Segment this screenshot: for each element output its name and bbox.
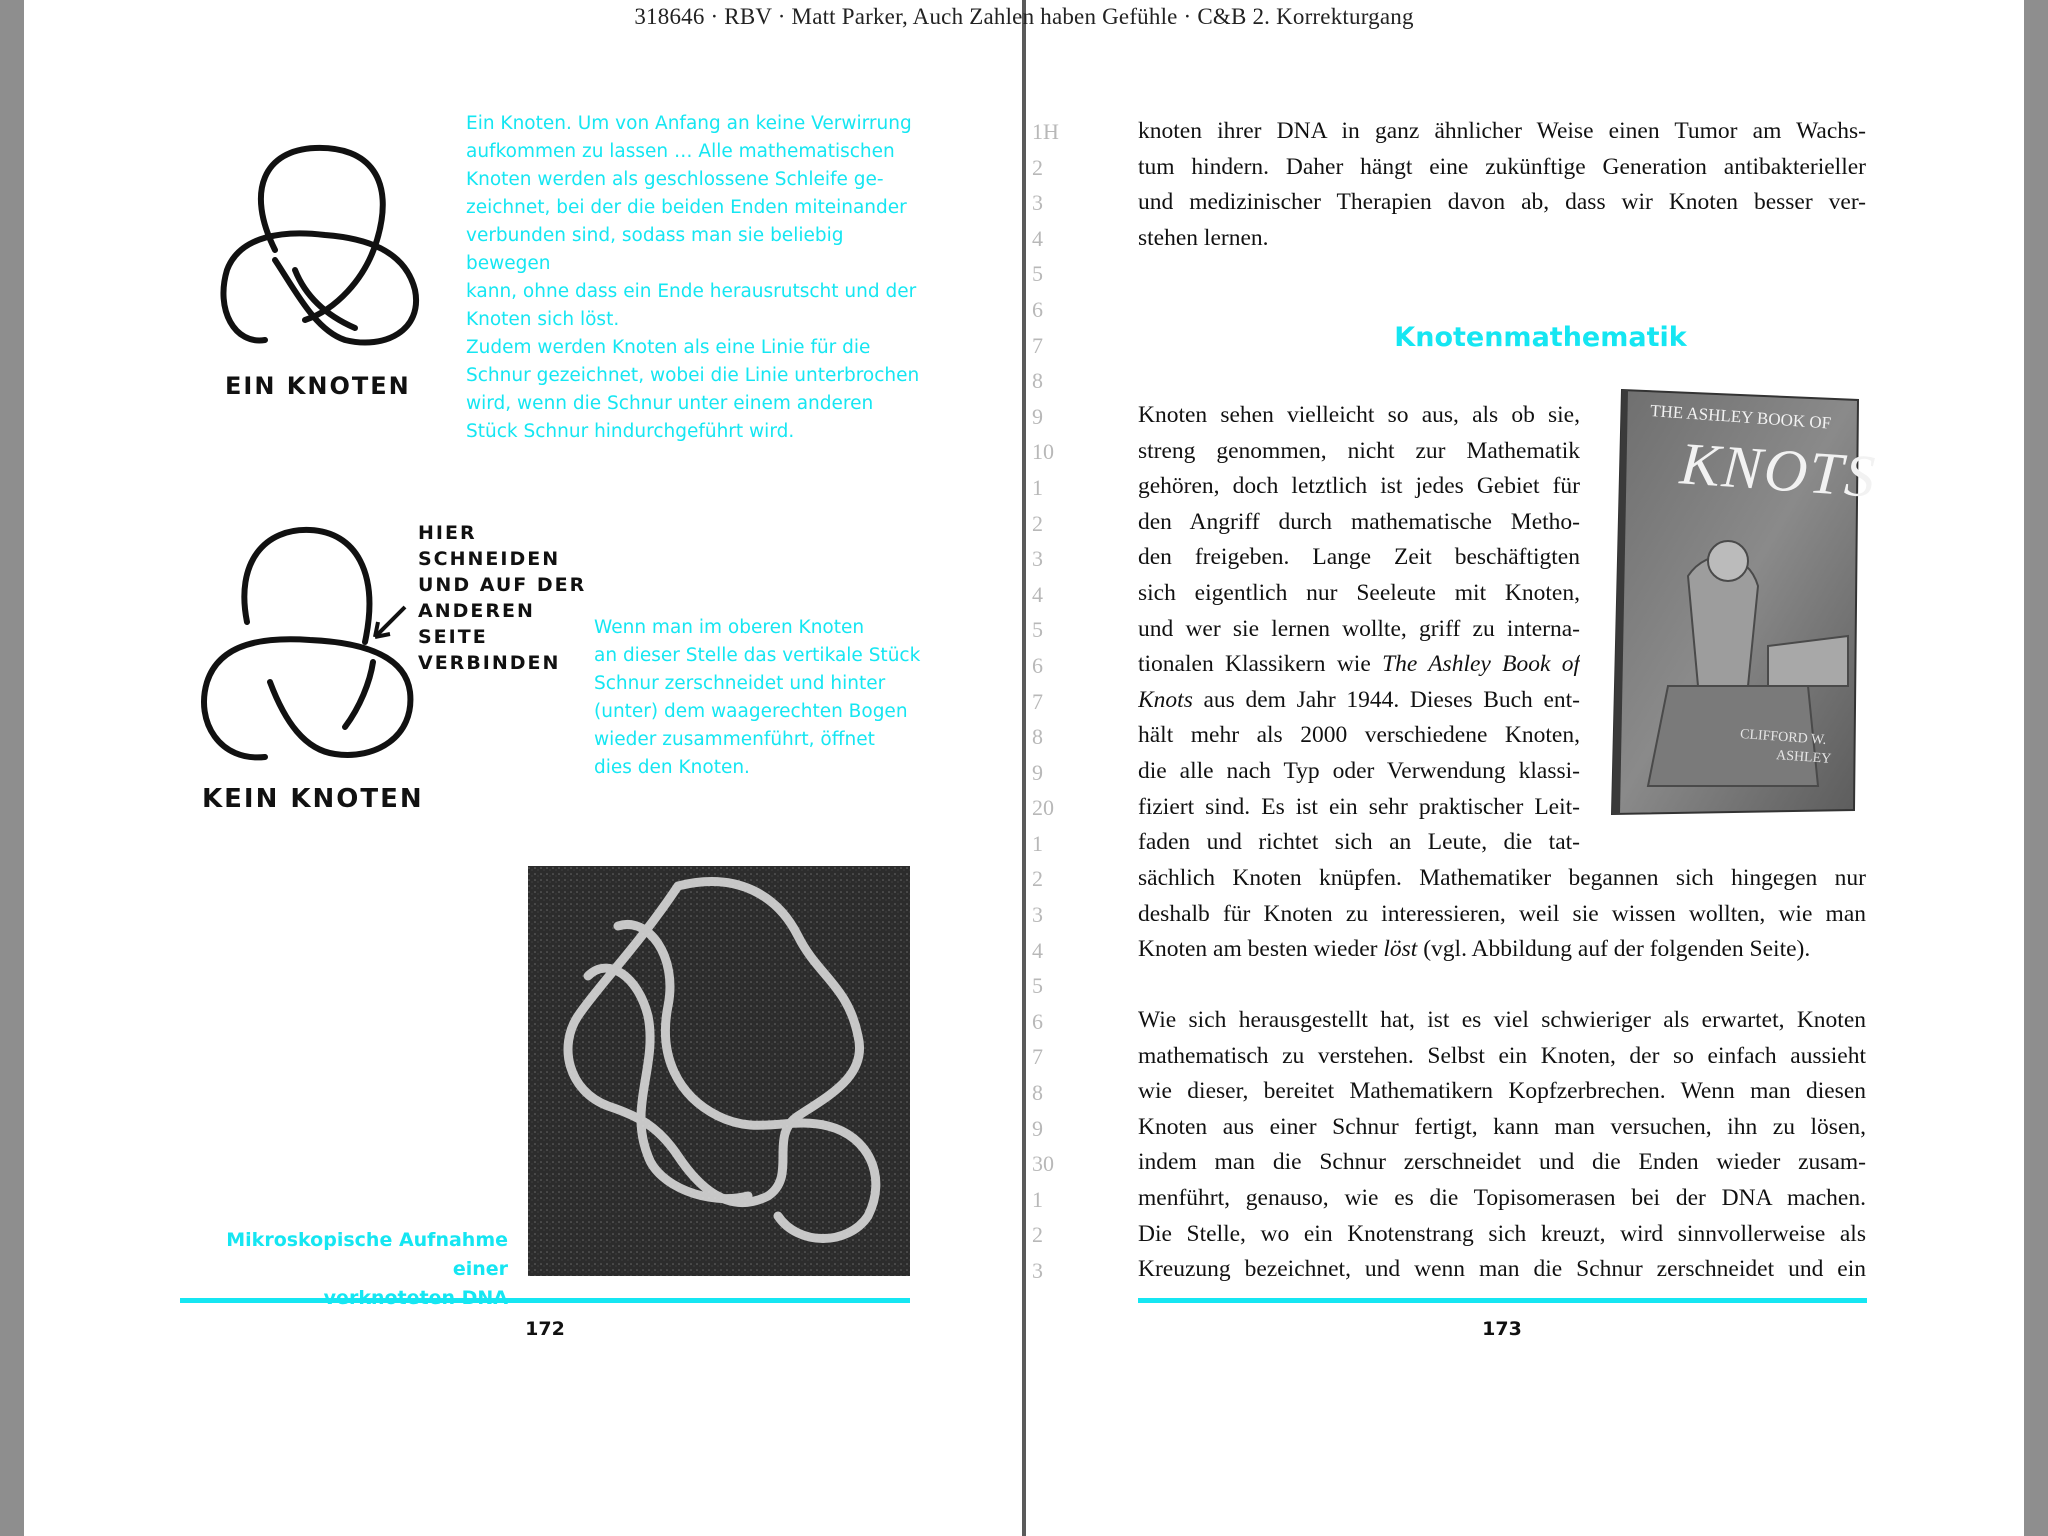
text-line: wie dieser, bereitet Mathematikern Kopfzerbrechen. Wenn man diesen bbox=[1138, 1078, 1866, 1105]
text-line: gehören, doch letztlich ist jedes Gebiet für bbox=[1138, 473, 1580, 500]
left-footer-rule bbox=[180, 1298, 910, 1303]
section-heading: Knotenmathematik bbox=[1394, 322, 1687, 353]
line-number: 6 bbox=[1032, 1008, 1043, 1034]
text-line: den freigeben. Lange Zeit beschäftigten bbox=[1138, 544, 1580, 571]
cut-label-line: SEITE bbox=[418, 626, 488, 648]
line-number: 4 bbox=[1032, 581, 1043, 607]
book-cover-author-line2: ASHLEY bbox=[1775, 748, 1832, 767]
trefoil-knot-drawing bbox=[205, 140, 435, 360]
cut-label-line: UND AUF DER bbox=[418, 574, 587, 596]
line-number: 5 bbox=[1032, 261, 1043, 287]
text-line: knoten ihrer DNA in ganz ähnlicher Weise einen Tumor am Wachs- bbox=[1138, 118, 1866, 144]
right-footer-rule bbox=[1138, 1298, 1867, 1303]
line-number: 1 bbox=[1032, 830, 1043, 856]
dna-caption: Mikroskopische Aufnahme einer bbox=[226, 1229, 508, 1280]
line-number: 3 bbox=[1032, 546, 1043, 572]
cut-label-line: HIER bbox=[418, 522, 477, 544]
line-number: 2 bbox=[1032, 510, 1043, 536]
ashley-book-cover-image bbox=[1608, 386, 1879, 816]
text-line: streng genommen, nicht zur Mathematik bbox=[1138, 437, 1580, 464]
right-page-number: 173 bbox=[1482, 1318, 1522, 1340]
text-fragment: Knoten am besten wieder bbox=[1138, 936, 1384, 963]
unknot-drawing bbox=[195, 522, 425, 772]
line-number: 9 bbox=[1032, 759, 1043, 785]
book-title-italic: The Ashley Book of bbox=[1382, 651, 1580, 678]
line-number: 30 bbox=[1032, 1151, 1054, 1177]
text-line: hält mehr als 2000 verschiedene Knoten, bbox=[1138, 722, 1580, 749]
line-number: 1 bbox=[1032, 1186, 1043, 1212]
text-line: Knoten sehen vielleicht so aus, als ob sie, bbox=[1138, 402, 1580, 428]
line-number: 8 bbox=[1032, 368, 1043, 394]
text-fragment: aus dem Jahr 1944. Dieses Buch ent- bbox=[1192, 686, 1580, 713]
paragraph-2-wide bbox=[1138, 861, 1866, 968]
line-number: 7 bbox=[1032, 332, 1043, 358]
text-line: tum hindern. Daher hängt eine zukünftige Generation antibakterieller bbox=[1138, 153, 1866, 180]
book-title-italic: Knots bbox=[1138, 686, 1193, 713]
book-cover-author-line1: CLIFFORD W. bbox=[1739, 727, 1827, 748]
line-number: 4 bbox=[1032, 937, 1043, 963]
paragraph-3 bbox=[1138, 1003, 1866, 1288]
unknot-explanation-note: Wenn man im oberen Knoten an dieser Stelle das vertikale Stück Schnur zerschneidet und hinter (unter) dem waagerechten Bogen wieder zusammenführt, öffnet dies den Knoten. bbox=[594, 617, 921, 778]
text-line: deshalb für Knoten zu interessieren, weil sie wissen wollten, wie man bbox=[1138, 900, 1866, 927]
text-line-with-title bbox=[1138, 647, 1580, 683]
knot-explanation-note: Ein Knoten. Um von Anfang an keine Verwirrung aufkommen zu lassen … Alle mathematischen Knoten werden als geschlossene Schleife ge- zeichnet, bei der die beiden Enden miteinander verbunden sind, sodass man sie beliebig bewegen kann, ohne dass ein Ende herausrutscht und der Knoten sich löst. Zudem werden Knoten als eine Linie für die Schnur gezeichnet, wobei die Linie unterbrochen wird, wenn die Schnur unter einem anderen Stück Schnur hindurchgeführt wird. bbox=[466, 113, 920, 442]
italic-word: löst bbox=[1383, 936, 1418, 963]
line-number: 7 bbox=[1032, 1044, 1043, 1070]
text-line: den Angriff durch mathematische Metho- bbox=[1138, 508, 1580, 535]
unknot-label: KEIN KNOTEN bbox=[202, 784, 424, 814]
line-number: 5 bbox=[1032, 973, 1043, 999]
text-line-with-italic bbox=[1138, 932, 1866, 968]
text-line: die alle nach Typ oder Verwendung klassi- bbox=[1138, 757, 1580, 784]
line-number: 3 bbox=[1032, 902, 1043, 928]
text-fragment: tionalen Klassikern wie bbox=[1138, 651, 1383, 678]
text-line: Knoten aus einer Schnur fertigt, kann man versuchen, ihn zu lösen, bbox=[1138, 1113, 1866, 1140]
text-line: mathematisch zu verstehen. Selbst ein Knoten, der so einfach aussieht bbox=[1138, 1042, 1866, 1069]
cut-instruction-label bbox=[418, 520, 586, 676]
book-spine bbox=[1022, 0, 1026, 1536]
line-number: 9 bbox=[1032, 1115, 1043, 1141]
paragraph-1 bbox=[1138, 114, 1866, 256]
dna-micrograph bbox=[528, 866, 910, 1276]
paragraph-2-narrow bbox=[1138, 398, 1580, 861]
line-number: 2 bbox=[1032, 154, 1043, 180]
line-number: 1 bbox=[1032, 474, 1043, 500]
text-line-with-title bbox=[1138, 683, 1580, 719]
line-number: 2 bbox=[1032, 866, 1043, 892]
line-number: 7 bbox=[1032, 688, 1043, 714]
knot-label: EIN KNOTEN bbox=[225, 372, 411, 400]
book-cover-title-small: THE ASHLEY BOOK OF bbox=[1649, 401, 1832, 433]
text-line: Die Stelle, wo ein Knotenstrang sich kreuzt, wird sinnvollerweise als bbox=[1138, 1220, 1866, 1247]
line-number: 3 bbox=[1032, 190, 1043, 216]
text-fragment: (vgl. Abbildung auf der folgenden Seite). bbox=[1417, 936, 1811, 963]
line-number: 6 bbox=[1032, 296, 1043, 322]
line-number: 3 bbox=[1032, 1258, 1043, 1283]
text-line: und medizinischer Therapien davon ab, dass wir Knoten besser ver- bbox=[1138, 189, 1866, 216]
text-line: und wer sie lernen wollte, griff zu interna- bbox=[1138, 615, 1580, 642]
text-line: fiziert sind. Es ist ein sehr praktischer Leit- bbox=[1138, 793, 1580, 820]
text-line: Wie sich herausgestellt hat, ist es viel schwieriger als erwartet, Knoten bbox=[1138, 1007, 1866, 1033]
line-number: 9 bbox=[1032, 403, 1043, 429]
cut-label-line: VERBINDEN bbox=[418, 652, 561, 674]
line-number: 8 bbox=[1032, 1080, 1043, 1106]
text-line: Kreuzung bezeichnet, und wenn man die Schnur zerschneidet und ein bbox=[1138, 1256, 1866, 1283]
line-number: 20 bbox=[1032, 795, 1054, 821]
print-header: 318646 · RBV · Matt Parker, Auch Zahlen haben Gefühle · C&B 2. Korrekturgang bbox=[634, 4, 1414, 29]
line-number: 10 bbox=[1032, 439, 1054, 465]
text-line: indem man die Schnur zerschneidet und die Enden wieder zusam- bbox=[1138, 1149, 1866, 1176]
line-number: 1H bbox=[1032, 119, 1059, 144]
line-number: 2 bbox=[1032, 1222, 1043, 1248]
text-line: sich eigentlich nur Seeleute mit Knoten, bbox=[1138, 579, 1580, 606]
line-number: 4 bbox=[1032, 225, 1043, 251]
text-line: faden und richtet sich an Leute, die tat- bbox=[1138, 829, 1580, 856]
line-number: 5 bbox=[1032, 617, 1043, 643]
text-line: sächlich Knoten knüpfen. Mathematiker begannen sich hingegen nur bbox=[1138, 865, 1866, 891]
cut-label-line: SCHNEIDEN bbox=[418, 548, 561, 570]
text-line: menführt, genauso, wie es die Topisomerasen bei der DNA machen. bbox=[1138, 1184, 1866, 1211]
text-line: stehen lernen. bbox=[1138, 224, 1269, 251]
line-numbers bbox=[1032, 114, 1092, 1289]
line-number: 6 bbox=[1032, 652, 1043, 678]
line-number: 8 bbox=[1032, 724, 1043, 750]
book-cover-title-large: KNOTS bbox=[1677, 430, 1879, 510]
cut-label-line: ANDEREN bbox=[418, 600, 535, 622]
left-page-number: 172 bbox=[525, 1318, 565, 1340]
